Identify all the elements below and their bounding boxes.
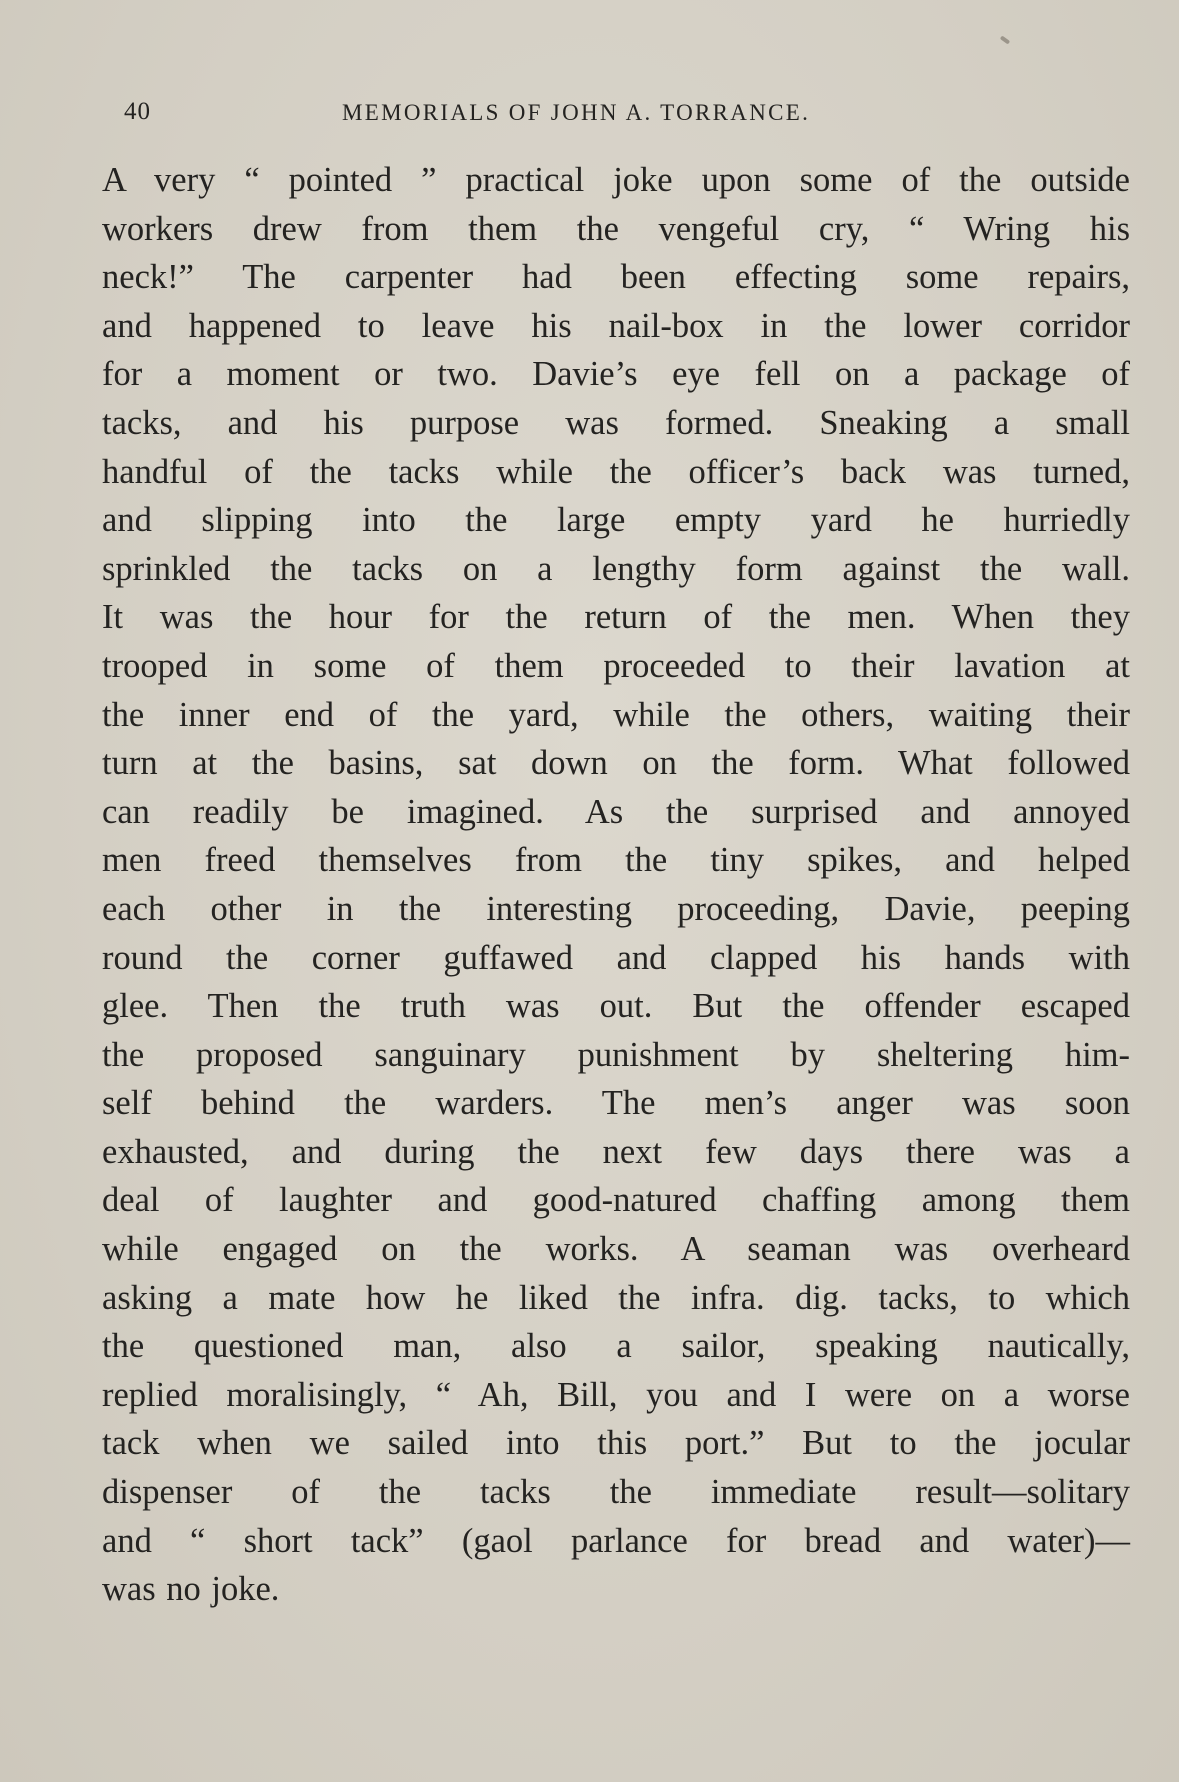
text-line: deal of laughter and good-natured chaffing among them bbox=[102, 1181, 1130, 1220]
body-text bbox=[102, 156, 1130, 1614]
text-line: handful of the tacks while the officer’s back was turned, bbox=[102, 452, 1130, 491]
running-head: MEMORIALS OF JOHN A. TORRANCE. bbox=[342, 100, 811, 125]
text-line: dispenser of the tacks the immediate result—solitary bbox=[102, 1473, 1130, 1512]
text-line: the questioned man, also a sailor, speaking nautically, bbox=[102, 1327, 1130, 1366]
text-line: tack when we sailed into this port.” But to the jocular bbox=[102, 1424, 1130, 1463]
text-line: neck!” The carpenter had been effecting some repairs, bbox=[102, 258, 1130, 297]
text-line: tacks, and his purpose was formed. Sneaking a small bbox=[102, 403, 1130, 442]
text-line: each other in the interesting proceeding, Davie, peeping bbox=[102, 889, 1130, 928]
text-line: workers drew from them the vengeful cry, “ Wring his bbox=[102, 209, 1130, 248]
text-line: trooped in some of them proceeded to their lavation at bbox=[102, 646, 1130, 685]
text-line: and happened to leave his nail-box in the lower corridor bbox=[102, 306, 1130, 345]
text-line: men freed themselves from the tiny spikes, and helped bbox=[102, 841, 1130, 880]
paper-speck bbox=[1000, 35, 1010, 44]
text-line: the inner end of the yard, while the others, waiting their bbox=[102, 695, 1130, 734]
text-line: glee. Then the truth was out. But the offender escaped bbox=[102, 987, 1130, 1026]
text-line: exhausted, and during the next few days there was a bbox=[102, 1132, 1130, 1171]
page-number: 40 bbox=[124, 98, 151, 125]
text-line: round the corner guffawed and clapped his hands with bbox=[102, 938, 1130, 977]
text-line: self behind the warders. The men’s anger was soon bbox=[102, 1084, 1130, 1123]
text-line: while engaged on the works. A seaman was overheard bbox=[102, 1230, 1130, 1269]
text-line: replied moralisingly, “ Ah, Bill, you and I were on a worse bbox=[102, 1375, 1130, 1414]
text-line: the proposed sanguinary punishment by sheltering him- bbox=[102, 1035, 1130, 1074]
text-line: A very “ pointed ” practical joke upon some of the outside bbox=[102, 161, 1130, 199]
text-line: can readily be imagined. As the surprised and annoyed bbox=[102, 792, 1130, 831]
text-line: turn at the basins, sat down on the form. What followed bbox=[102, 744, 1130, 783]
text-line: and slipping into the large empty yard he hurriedly bbox=[102, 501, 1130, 540]
text-line: and “ short tack” (gaol parlance for bread and water)— bbox=[102, 1521, 1130, 1560]
text-line: was no joke. bbox=[102, 1570, 280, 1609]
text-line: It was the hour for the return of the men. When they bbox=[102, 598, 1130, 637]
page-header bbox=[124, 98, 1130, 138]
text-line: sprinkled the tacks on a lengthy form against the wall. bbox=[102, 549, 1130, 588]
text-line: for a moment or two. Davie’s eye fell on a package of bbox=[102, 355, 1130, 394]
text-line: asking a mate how he liked the infra. dig. tacks, to which bbox=[102, 1278, 1130, 1317]
